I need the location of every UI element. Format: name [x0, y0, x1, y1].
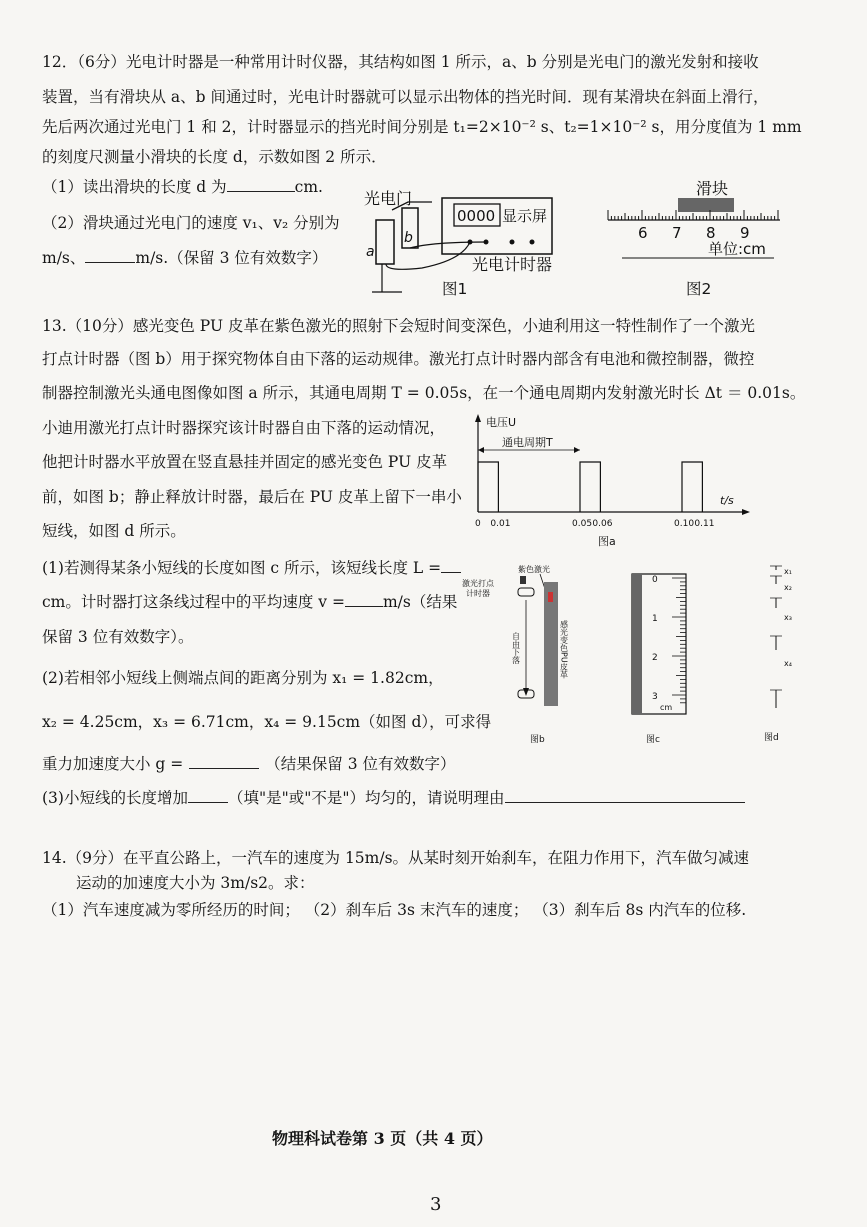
answer-blank-L[interactable] — [441, 558, 461, 573]
q13-p2-g-prompt: 重力加速度大小 g = — [42, 755, 184, 773]
figb-caption: 图b — [530, 735, 545, 745]
figc-short-line — [632, 574, 642, 714]
q13-p2-a: (2)若相邻小短线上侧端点间的距离分别为 x₁ = 1.82cm， — [42, 669, 444, 687]
q12-sub2-answers — [42, 248, 327, 268]
fig1-emitter-a — [376, 220, 394, 264]
q13-p1-b — [42, 592, 457, 612]
q12-line-4: 的刻度尺测量小滑块的长度 d，示数如图 2 所示． — [42, 148, 387, 166]
q13-p1-velocity-prompt: cm。计时器打这条线过程中的平均速度 v = — [42, 593, 345, 611]
q13-p2-c — [42, 754, 455, 774]
fig1-b-label: b — [404, 230, 413, 246]
q13-line-3: 制器控制激光头通电图像如图 a 所示，其通电周期 T = 0.05s，在一个通电周期内发射激光时长 Δt ＝ 0.01s。 — [42, 384, 806, 402]
figb-pu-label: 感光变色PU皮革 — [559, 620, 569, 679]
q14-line-3: （1）汽车速度减为零所经历的时间； （2）刹车后 3s 末汽车的速度； （3）刹车后 8s 内汽车的位移. — [42, 901, 747, 919]
q12-sub1-prompt: （1）读出滑块的长度 d 为 — [42, 178, 227, 196]
figc-tick-3: 3 — [652, 692, 658, 702]
fig2-tick-6: 6 — [638, 224, 648, 242]
figc-tick-2: 2 — [652, 653, 658, 663]
q13-p1-prompt: (1)若测得某条小短线的长度如图 c 所示，该短线长度 L = — [42, 559, 442, 577]
page-footer: 物理科试卷第 3 页（共 4 页） — [272, 1129, 493, 1148]
q13-p2-b: x₂ = 4.25cm，x₃ = 6.71cm，x₄ = 9.15cm（如图 d），可求得 — [42, 713, 492, 731]
answer-blank-uniform[interactable] — [188, 788, 228, 803]
figa-pulse — [478, 462, 498, 512]
fig1-a-label: a — [366, 244, 375, 260]
figure-c-ruler — [630, 570, 690, 750]
figd-x4: x₄ — [784, 659, 792, 668]
fig1-display-digits: 0000 — [457, 207, 496, 225]
q13-line-6: 前，如图 b；静止释放计时器，最后在 PU 皮革上留下一串小 — [42, 488, 462, 506]
figc-unit: cm — [660, 703, 673, 712]
figc-tick-1: 1 — [652, 614, 658, 624]
q13-p3 — [42, 788, 745, 808]
fig1-gate-label: 光电门 — [364, 189, 413, 208]
figa-pulse — [580, 462, 600, 512]
q13-line-1: 13.（10分）感光变色 PU 皮革在紫色激光的照射下会短时间变深色，小迪利用这一特性制作了一个激光 — [42, 317, 755, 335]
figb-timer-label-2: 计时器 — [466, 589, 490, 598]
figa-pulse — [682, 462, 702, 512]
figc-caption: 图c — [646, 735, 660, 745]
answer-blank-v2[interactable] — [85, 248, 135, 263]
figa-y-label: 电压U — [486, 416, 517, 429]
fig1-caption: 图1 — [442, 280, 468, 298]
answer-blank-d[interactable] — [227, 177, 295, 192]
q12-sub2-unit2: m/s.（保留 3 位有效数字） — [135, 249, 328, 267]
figure-b-setup — [460, 560, 580, 745]
fig2-tick-9: 9 — [740, 224, 750, 242]
fig2-tick-8: 8 — [706, 224, 716, 242]
q13-line-5: 他把计时器水平放置在竖直悬挂并固定的感光变色 PU 皮革 — [42, 453, 448, 471]
q12-sub1 — [42, 177, 323, 197]
answer-blank-reason[interactable] — [505, 788, 745, 803]
q12-line-1: 12．（6分）光电计时器是一种常用计时仪器，其结构如图 1 所示，a、b 分别是光电门的激光发射和接收 — [42, 53, 759, 71]
figa-tick-label: 0.10 — [674, 519, 695, 529]
q13-p1 — [42, 558, 461, 578]
figd-x2: x₂ — [784, 583, 792, 592]
q13-line-7: 短线，如图 d 所示。 — [42, 522, 186, 540]
figd-x1: x₁ — [784, 567, 792, 576]
figa-tick-label: 0.11 — [694, 519, 715, 529]
q13-p1-velocity-unit: m/s（结果 — [382, 593, 458, 611]
answer-blank-g[interactable] — [189, 754, 259, 769]
figb-laser-label: 紫色激光 — [518, 565, 550, 574]
q13-line-4: 小迪用激光打点计时器探究该计时器自由下落的运动情况， — [42, 419, 446, 437]
q13-p1-c: 保留 3 位有效数字）。 — [42, 628, 194, 646]
figa-x-unit: t/s — [720, 494, 734, 507]
figd-caption: 图d — [764, 733, 779, 743]
q14-line-2: 运动的加速度大小为 3m/s2。求： — [76, 874, 315, 892]
q13-p3-reason-prompt: （填"是"或"不是"）均匀的，请说明理由 — [227, 789, 505, 807]
q13-p3-prompt: (3)小短线的长度增加 — [42, 789, 188, 807]
q13-p2-g-note: （结果保留 3 位有效数字） — [265, 755, 456, 773]
page-number: 3 — [430, 1194, 442, 1215]
q12-sub1-unit: cm. — [294, 178, 323, 196]
fig2-unit-label: 单位:cm — [708, 240, 766, 258]
figa-tick-label: 0 — [475, 519, 481, 529]
figure-2-ruler — [604, 176, 784, 266]
fig1-timer-label: 光电计时器 — [472, 255, 553, 274]
fig2-slider-label: 滑块 — [696, 179, 729, 198]
fig2-tick-7: 7 — [672, 224, 682, 242]
figb-fall-label: 自由下落 — [511, 632, 521, 664]
q13-line-2: 打点计时器（图 b）用于探究物体自由下落的运动规律。激光打点计时器内部含有电池和微控制器，微控 — [42, 350, 755, 368]
fig1-display-label: 显示屏 — [502, 207, 548, 225]
figa-tick-label: 0.05 — [572, 519, 593, 529]
figd-x3: x₃ — [784, 613, 792, 622]
q12-line-2: 装置，当有滑块从 a、b 间通过时，光电计时器就可以显示出物体的挡光时间．现有某滑块在斜面上滑行， — [42, 88, 769, 106]
figa-caption: 图a — [598, 535, 616, 548]
figa-tick-label: 0.01 — [490, 519, 511, 529]
figa-period-label: 通电周期T — [502, 436, 553, 449]
q12-sub2-unit1: m/s、 — [42, 249, 86, 267]
answer-blank-v[interactable] — [345, 592, 383, 607]
figure-a-voltage — [462, 412, 752, 552]
fig2-caption: 图2 — [686, 280, 712, 298]
q14-line-1: 14.（9分）在平直公路上，一汽车的速度为 15m/s。从某时刻开始刹车，在阻力作用下，汽车做匀减速 — [42, 849, 750, 867]
q12-sub2: （2）滑块通过光电门的速度 v₁、v₂ 分别为 — [42, 214, 340, 232]
figc-tick-0: 0 — [652, 575, 658, 585]
figa-tick-label: 0.06 — [592, 519, 613, 529]
fig2-slider — [678, 198, 734, 212]
figure-d-marks — [760, 562, 805, 747]
figb-timer-label-1: 激光打点 — [462, 579, 494, 588]
q12-line-3: 先后两次通过光电门 1 和 2，计时器显示的挡光时间分别是 t₁=2×10⁻² s、t₂=1×10⁻² s，用分度值为 1 mm — [42, 118, 802, 136]
